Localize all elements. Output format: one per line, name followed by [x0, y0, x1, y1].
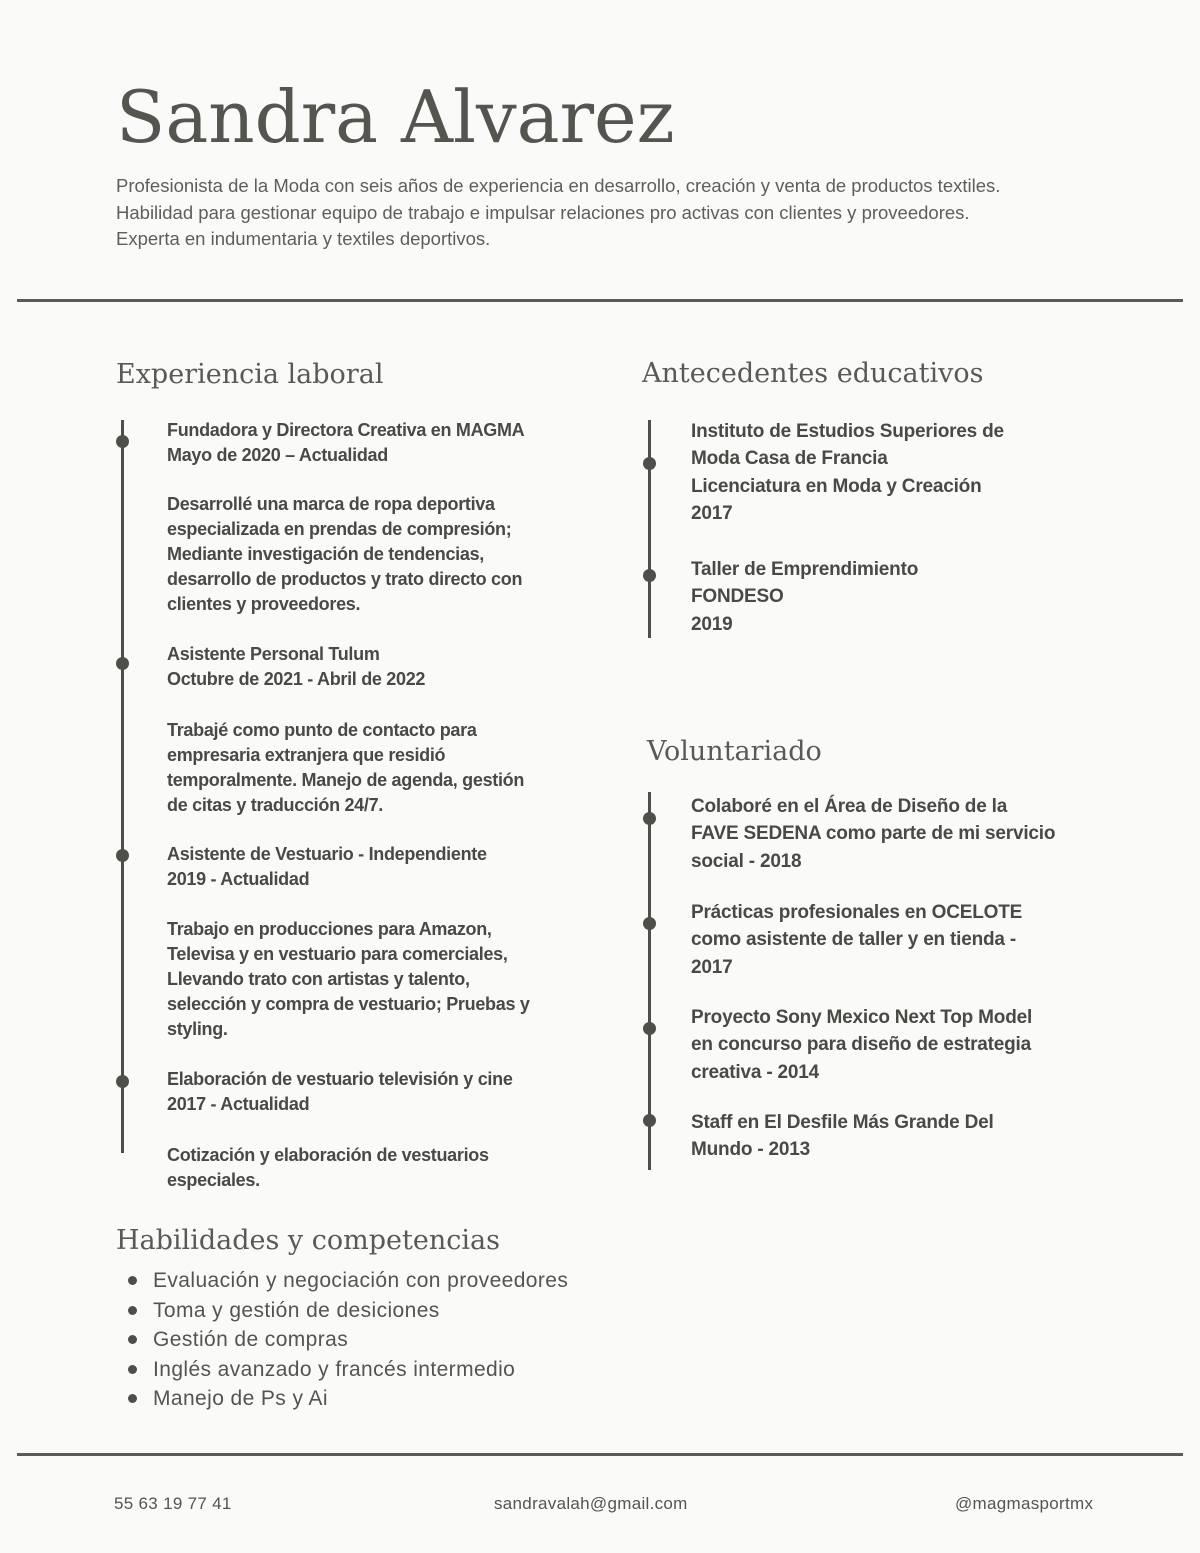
description-line: desarrollo de productos y trato directo con — [167, 569, 523, 589]
footer-divider — [17, 1453, 1183, 1456]
description-line: temporalmente. Manejo de agenda, gestión — [167, 770, 525, 790]
education-line: FONDESO — [691, 586, 784, 608]
timeline-dot — [643, 457, 656, 470]
bullet-icon — [128, 1365, 137, 1374]
job-dates: Octubre de 2021 - Abril de 2022 — [167, 669, 426, 689]
volunteering-line: Proyecto Sony Mexico Next Top Model — [691, 1007, 1033, 1028]
description-line: Desarrollé una marca de ropa deportiva — [167, 494, 495, 514]
volunteering-line: Mundo - 2013 — [691, 1139, 811, 1161]
timeline-dot — [643, 569, 656, 582]
description-line: de citas y traducción 24/7. — [167, 795, 383, 815]
volunteering-entry — [691, 1004, 1091, 1086]
skill-item — [128, 1296, 568, 1326]
volunteering-line: creativa - 2014 — [691, 1061, 819, 1083]
description-line: selección y compra de vestuario; Pruebas y — [167, 994, 530, 1014]
volunteering-line: social - 2018 — [691, 850, 802, 872]
timeline-dot — [116, 435, 129, 448]
job-title: Elaboración de vestuario televisión y cine — [167, 1069, 513, 1089]
bullet-icon — [128, 1394, 137, 1403]
skill-item — [128, 1355, 568, 1385]
job-dates: 2017 - Actualidad — [167, 1094, 310, 1114]
experience-entry-description — [167, 492, 587, 617]
description-line: styling. — [167, 1019, 228, 1039]
skill-label: Gestión de compras — [153, 1328, 349, 1351]
bullet-icon — [128, 1306, 137, 1315]
description-line: especializada en prendas de compresión; — [167, 519, 512, 539]
volunteering-line: en concurso para diseño de estrategia — [691, 1034, 1031, 1056]
skill-item — [128, 1384, 568, 1414]
timeline-dot — [643, 1114, 656, 1127]
footer-email[interactable]: sandravalah@gmail.com — [494, 1494, 688, 1513]
experience-entry-heading — [167, 842, 587, 892]
skill-label: Toma y gestión de desiciones — [153, 1298, 440, 1322]
description-line: Trabajo en producciones para Amazon, — [167, 919, 492, 939]
volunteering-entry — [691, 1109, 1091, 1164]
experience-entry-heading — [167, 418, 587, 468]
description-line: Cotización y elaboración de vestuarios — [167, 1145, 489, 1165]
education-line: 2019 — [691, 613, 733, 635]
volunteering-line: Colaboré en el Área de Diseño de la — [691, 796, 1008, 817]
timeline-dot — [643, 1022, 656, 1035]
job-dates: Mayo de 2020 – Actualidad — [167, 445, 388, 465]
timeline-dot — [643, 917, 656, 930]
education-line: Licenciatura en Moda y Creación — [691, 475, 982, 497]
description-line: clientes y proveedores. — [167, 594, 361, 614]
education-section-title: Antecedentes educativos — [642, 358, 984, 389]
description-line: Mediante investigación de tendencias, — [167, 544, 484, 564]
job-title: Fundadora y Directora Creativa en MAGMA — [167, 420, 525, 440]
experience-timeline — [121, 420, 124, 1153]
education-entry — [691, 556, 1091, 638]
description-line: empresaria extranjera que residió — [167, 745, 446, 765]
skill-item — [128, 1325, 568, 1355]
volunteering-section-title: Voluntariado — [647, 736, 822, 767]
skills-list — [128, 1266, 568, 1414]
volunteering-entry — [691, 899, 1091, 981]
education-line: 2017 — [691, 502, 733, 524]
bullet-icon — [128, 1335, 137, 1344]
timeline-dot — [643, 812, 656, 825]
volunteering-line: como asistente de taller y en tienda - — [691, 929, 1017, 951]
description-line: Llevando trato con artistas y talento, — [167, 969, 470, 989]
header-divider — [17, 299, 1183, 302]
experience-entry-heading — [167, 642, 587, 692]
job-title: Asistente de Vestuario - Independiente — [167, 844, 487, 864]
job-title: Asistente Personal Tulum — [167, 644, 380, 664]
skill-item — [128, 1266, 568, 1296]
experience-section-title: Experiencia laboral — [116, 359, 384, 390]
skill-label: Evaluación y negociación con proveedores — [153, 1269, 569, 1292]
professional-summary: Profesionista de la Moda con seis años de experiencia en desarrollo, creación y venta de productos textiles. Habilidad para gestionar equipo de trabajo e impulsar relaciones pro activas con clientes y proveedores. Experta en indumentaria y textiles deportivos. — [116, 175, 1001, 249]
volunteering-line: Staff en El Desfile Más Grande Del — [691, 1112, 994, 1133]
skills-section-title: Habilidades y competencias — [116, 1225, 500, 1256]
education-line: Instituto de Estudios Superiores de — [691, 421, 1004, 442]
description-line: Trabajé como punto de contacto para — [167, 720, 477, 740]
experience-entry-description — [167, 917, 587, 1042]
description-line: especiales. — [167, 1170, 260, 1190]
education-entry — [691, 418, 1091, 527]
experience-entry-description — [167, 718, 587, 818]
experience-entry-description — [167, 1143, 587, 1193]
timeline-dot — [116, 1075, 129, 1088]
job-dates: 2019 - Actualidad — [167, 869, 310, 889]
footer-phone: 55 63 19 77 41 — [114, 1494, 232, 1513]
description-line: Televisa y en vestuario para comerciales, — [167, 944, 508, 964]
volunteering-line: Prácticas profesionales en OCELOTE — [691, 902, 1023, 923]
volunteering-entry — [691, 793, 1091, 875]
footer-social-handle[interactable]: @magmasportmx — [955, 1494, 1094, 1513]
skill-label: Manejo de Ps y Ai — [153, 1387, 328, 1410]
bullet-icon — [128, 1276, 137, 1285]
education-line: Taller de Emprendimiento — [691, 559, 919, 580]
volunteering-line: 2017 — [691, 956, 733, 978]
volunteering-line: FAVE SEDENA como parte de mi servicio — [691, 823, 1056, 845]
education-timeline — [648, 420, 651, 638]
timeline-dot — [116, 657, 129, 670]
experience-entry-heading — [167, 1067, 587, 1117]
timeline-dot — [116, 849, 129, 862]
education-line: Moda Casa de Francia — [691, 448, 888, 470]
candidate-name: Sandra Alvarez — [116, 75, 675, 159]
skill-label: Inglés avanzado y francés intermedio — [153, 1357, 516, 1381]
